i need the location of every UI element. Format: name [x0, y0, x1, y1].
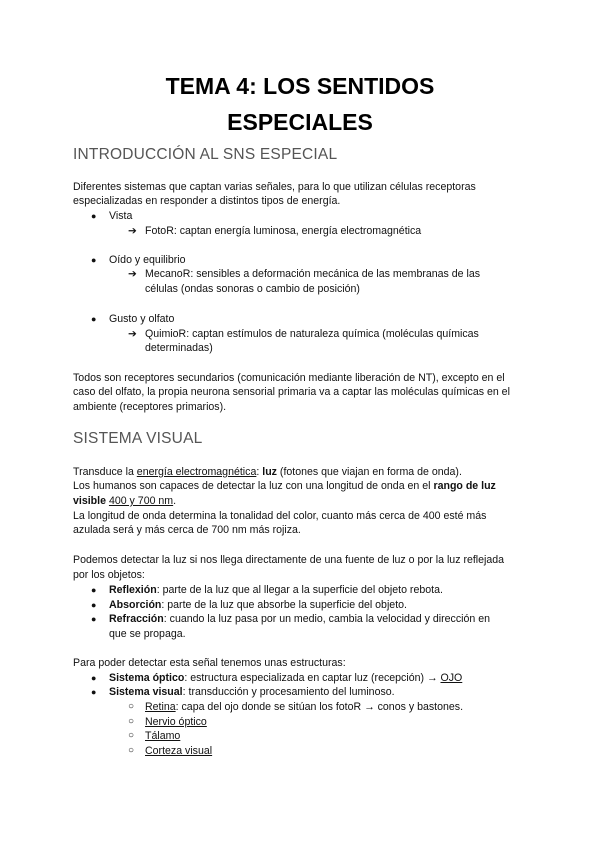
visual-paragraph-line: por los objetos:	[73, 569, 145, 581]
list-item-continuation: que se propaga.	[109, 628, 186, 640]
bullet-dot: ●	[91, 614, 97, 624]
visual-paragraph-line: azulada será y más cerca de 700 nm más rojiza.	[73, 524, 301, 536]
text-span: : cuando la luz pasa por un medio, cambia la velocidad y dirección en	[163, 613, 491, 625]
intro-paragraph-line: Todos son receptores secundarios (comunicación mediante liberación de NT), excepto en el	[73, 372, 505, 384]
bullet-dot: ●	[91, 314, 97, 324]
sub-item-text: FotoR: captan energía luminosa, energía electromagnética	[145, 225, 422, 237]
underlined-term: Retina	[145, 701, 176, 713]
sub-list-item	[145, 744, 212, 758]
visual-paragraph-line: Podemos detectar la luz si nos llega directamente de una fuente de luz o por la luz reflejada	[73, 554, 505, 566]
text-span: :	[256, 466, 263, 478]
sub-list-item	[145, 700, 463, 714]
bold-term: visible	[73, 495, 106, 507]
bold-term: luz	[262, 466, 277, 478]
text-span: Transduce la	[73, 466, 137, 478]
underlined-term: 400 y 700 nm	[108, 495, 174, 507]
list-item	[109, 612, 490, 626]
intro-paragraph-line: especializadas en responder a distintos tipos de energía.	[73, 195, 341, 207]
bullet-dot: ●	[91, 585, 97, 595]
underlined-term: Tálamo	[145, 730, 181, 742]
text-span: (fotones que viajan en forma de onda).	[276, 466, 462, 478]
text-span: .	[173, 495, 177, 507]
sub-item-text: QuimioR: captan estímulos de naturaleza química (moléculas químicas	[145, 328, 479, 340]
bold-term: Sistema óptico	[109, 672, 185, 684]
visual-paragraph-line: La longitud de onda determina la tonalidad del color, cuanto más cerca de 400 esté más	[73, 510, 487, 522]
underlined-term: energía electromagnética	[136, 466, 257, 478]
text-span: : parte de la luz que absorbe la superficie del objeto.	[161, 599, 407, 611]
bullet-dot: ●	[91, 673, 97, 683]
page-title-line-1: TEMA 4: LOS SENTIDOS	[165, 73, 435, 99]
list-item-label: Oído y equilibrio	[109, 254, 186, 266]
bullet-dot: ●	[91, 211, 97, 221]
text-span: : transducción y procesamiento del luminoso.	[182, 686, 395, 698]
visual-paragraph-line	[73, 465, 462, 479]
sub-list-item	[145, 729, 180, 743]
underlined-term: Corteza visual	[145, 745, 213, 757]
bullet-dot: ●	[91, 687, 97, 697]
text-span: Los humanos son capaces de detectar la luz con una longitud de onda en el	[73, 480, 434, 492]
sub-item-text: determinadas)	[145, 342, 213, 354]
section-heading-visual: SISTEMA VISUAL	[73, 430, 203, 447]
circle-bullet: ○	[128, 745, 135, 756]
bullet-dot: ●	[91, 255, 97, 265]
visual-paragraph-line	[73, 479, 496, 493]
intro-paragraph-line: ambiente (receptores primarios).	[73, 401, 227, 413]
circle-bullet: ○	[128, 730, 135, 741]
list-item-label: Gusto y olfato	[109, 313, 175, 325]
section-heading-intro: INTRODUCCIÓN AL SNS ESPECIAL	[73, 146, 338, 163]
bold-term: Sistema visual	[109, 686, 183, 698]
bullet-dot: ●	[91, 600, 97, 610]
sub-list-item	[145, 715, 207, 729]
circle-bullet: ○	[128, 716, 135, 727]
sub-item-text: células (ondas sonoras o cambio de posición)	[145, 283, 360, 295]
underlined-term: Nervio óptico	[145, 716, 207, 728]
list-item	[109, 685, 395, 699]
page-title-line-2: ESPECIALES	[227, 109, 373, 135]
circle-bullet: ○	[128, 701, 135, 712]
visual-paragraph-line: Para poder detectar esta señal tenemos unas estructuras:	[73, 657, 346, 669]
underlined-term: OJO	[440, 672, 463, 684]
bold-term: Reflexión	[109, 584, 157, 596]
intro-paragraph-line: caso del olfato, la propia neurona sensorial primaria va a captar las moléculas químicas en el	[73, 386, 510, 398]
list-item	[109, 583, 443, 597]
list-item	[109, 671, 462, 685]
list-item-label: Vista	[109, 210, 133, 222]
text-span: : parte de la luz que al llegar a la superficie del objeto rebota.	[156, 584, 443, 596]
bold-term: Absorción	[109, 599, 162, 611]
bold-term: rango de luz	[433, 480, 496, 492]
visual-paragraph-line	[73, 494, 176, 508]
text-span: : estructura especializada en captar luz (recepción) →	[184, 672, 441, 684]
arrow-icon: ➔	[128, 225, 137, 237]
text-span: : capa del ojo donde se sitúan los fotoR → conos y bastones.	[175, 701, 464, 713]
arrow-icon: ➔	[128, 268, 137, 280]
intro-paragraph-line: Diferentes sistemas que captan varias señales, para lo que utilizan células receptoras	[73, 181, 476, 193]
sub-item-text: MecanoR: sensibles a deformación mecánica de las membranas de las	[145, 268, 481, 280]
list-item	[109, 598, 407, 612]
bold-term: Refracción	[109, 613, 164, 625]
arrow-icon: ➔	[128, 328, 137, 340]
